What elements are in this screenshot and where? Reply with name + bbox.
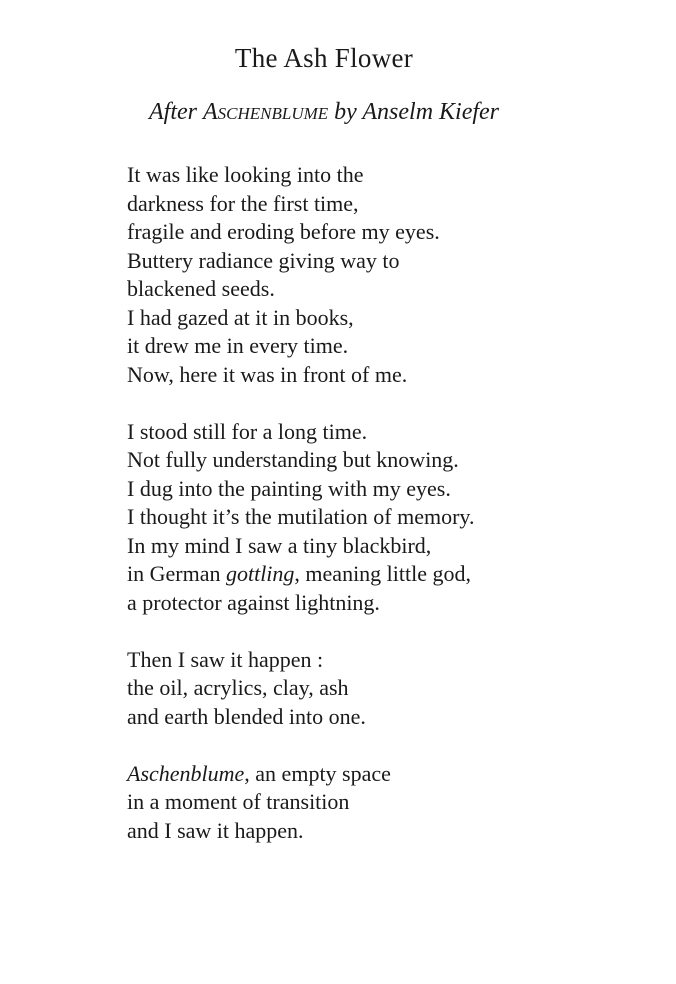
stanza-4 xyxy=(127,760,647,846)
poem-subtitle xyxy=(0,95,648,129)
poem-body xyxy=(127,161,647,874)
poem-line: Not fully understanding but knowing. xyxy=(127,447,459,472)
subtitle-artwork-title: Aschenblume xyxy=(202,99,329,125)
poem-line: Buttery radiance giving way to xyxy=(127,247,400,273)
poem-line: a protector against lightning. xyxy=(127,589,380,615)
subtitle-suffix: by Anselm Kiefer xyxy=(328,99,500,125)
subtitle-prefix: After xyxy=(148,99,203,125)
aschenblume-line-suffix: , an empty space xyxy=(244,760,391,786)
poem-line: fragile and eroding before my eyes. xyxy=(127,219,440,244)
poem-line: it drew me in every time. xyxy=(127,333,349,358)
german-line-suffix: , meaning little god, xyxy=(294,561,472,586)
poem-line: I thought it’s the mutilation of memory. xyxy=(127,504,475,529)
stanza-2 xyxy=(127,418,647,618)
poem-line: blackened seeds. xyxy=(127,276,275,301)
poem-line: In my mind I saw a tiny blackbird, xyxy=(127,532,432,558)
german-line-prefix: in German xyxy=(127,561,226,586)
poem-line: and earth blended into one. xyxy=(127,703,366,729)
poem-line: darkness for the first time, xyxy=(127,190,359,216)
poem-title: The Ash Flower xyxy=(234,43,414,73)
poem-line: I stood still for a long time. xyxy=(127,418,368,444)
poem-line: the oil, acrylics, clay, ash xyxy=(127,675,349,700)
aschenblume-word-italic: Aschenblume xyxy=(127,760,245,786)
stanza-1 xyxy=(127,161,647,389)
poem-line-aschenblume xyxy=(127,760,647,789)
poem-line-german xyxy=(127,560,647,589)
poem-line: in a moment of transition xyxy=(127,789,350,814)
poem-line: and I saw it happen. xyxy=(127,817,304,843)
poem-line: Then I saw it happen : xyxy=(127,646,324,672)
poem-line: It was like looking into the xyxy=(127,162,364,187)
poem-line: I dug into the painting with my eyes. xyxy=(127,475,451,501)
poem-line: I had gazed at it in books, xyxy=(127,304,354,330)
stanza-3 xyxy=(127,646,647,732)
poem-line: Now, here it was in front of me. xyxy=(127,361,408,387)
german-word-italic: gottling xyxy=(225,561,295,586)
